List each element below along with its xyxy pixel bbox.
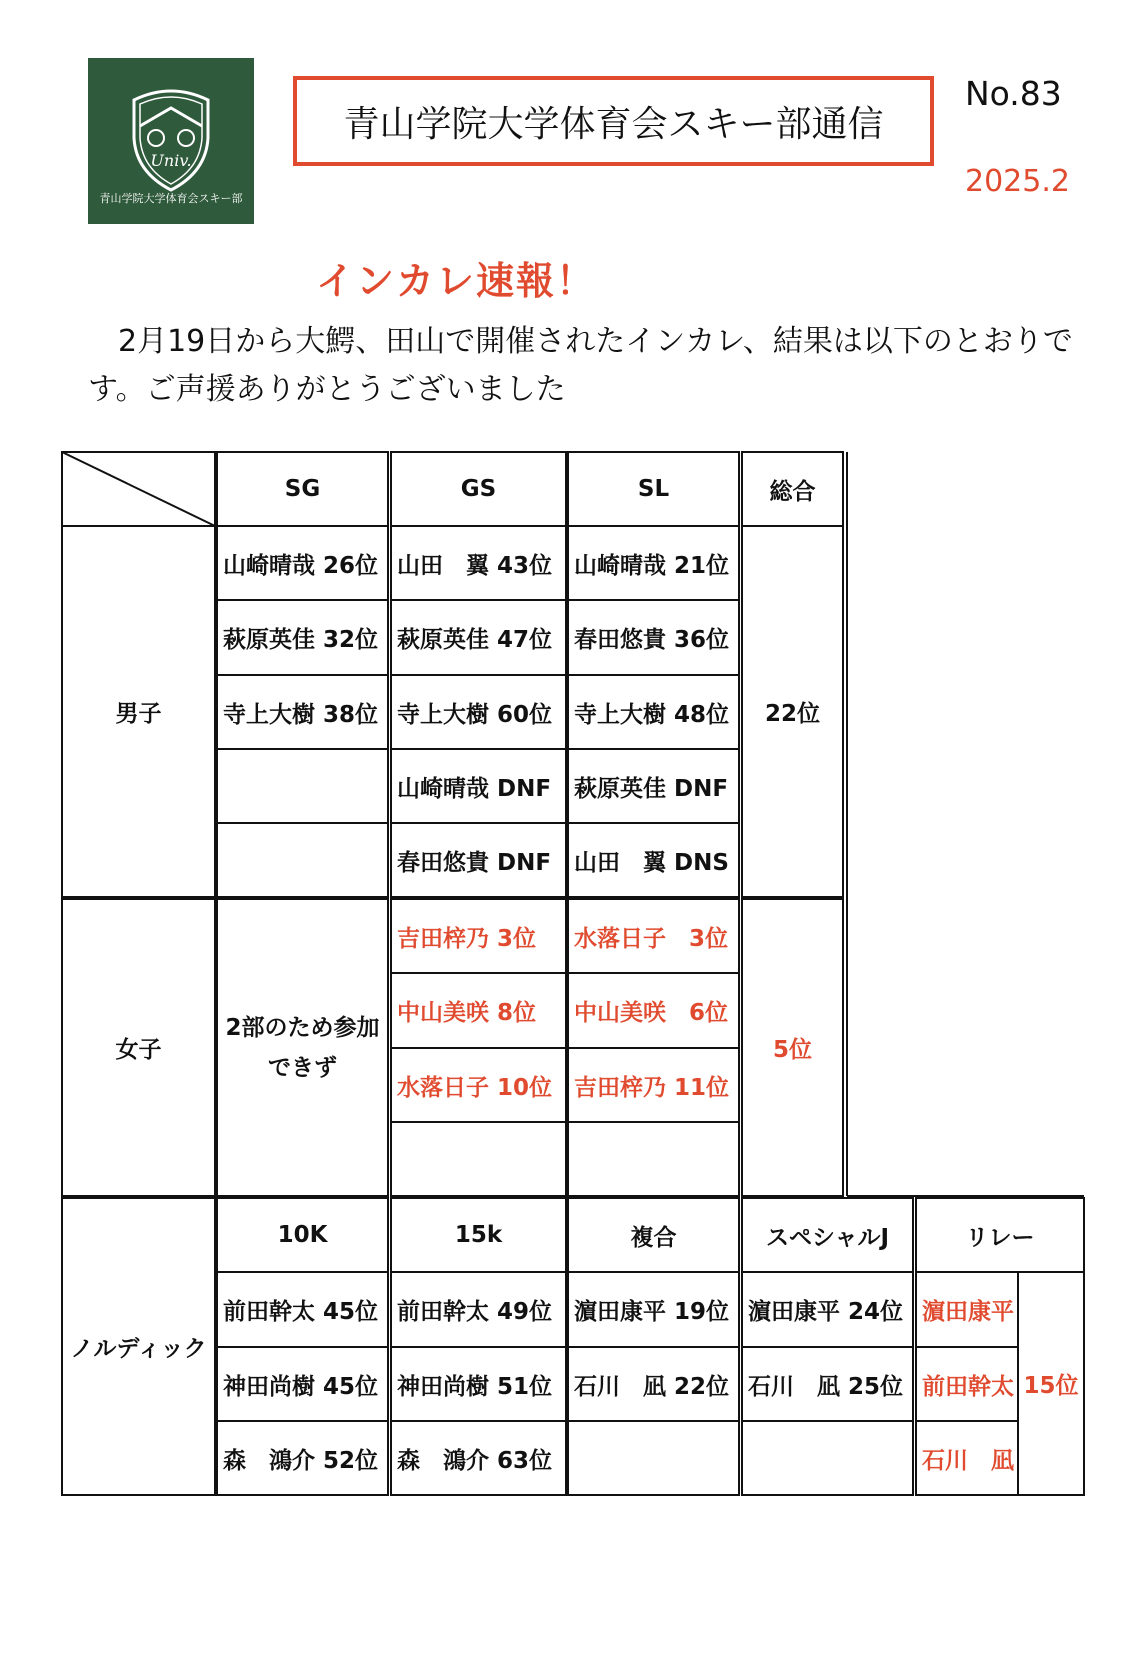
men-sl-result: 寺上大樹 48位 [574, 701, 730, 728]
club-logo [88, 58, 254, 224]
men-gs-result: 山崎晴哉 DNF [397, 775, 552, 802]
nordic-special-jump-result: 濵田康平 24位 [748, 1299, 904, 1325]
column-header-special-jump: スペシャルJ [765, 1224, 890, 1251]
nordic-10k-result: 森 鴻介 52位 [223, 1447, 379, 1474]
men-sl-result: 春田悠貴 36位 [574, 627, 730, 653]
column-header-15k: 15k [454, 1222, 503, 1248]
relay-result: 15位 [1023, 1373, 1079, 1399]
emblem-text: Univ. [150, 151, 192, 170]
column-header-gs: GS [460, 476, 497, 502]
men-sg-result: 萩原英佳 32位 [223, 627, 379, 653]
column-header-relay: リレー [965, 1224, 1035, 1251]
men-sl-result: 山田 翼 DNS [574, 849, 729, 876]
women-gs-result: 水落日子 10位 [397, 1074, 553, 1101]
nordic-combined-result: 濵田康平 19位 [574, 1299, 730, 1325]
relay-member: 石川 凪 [922, 1447, 1014, 1474]
column-header-10k: 10K [277, 1222, 328, 1248]
row-header-men: 男子 [115, 701, 162, 727]
men-gs-result: 寺上大樹 60位 [397, 701, 553, 728]
men-gs-result: 春田悠貴 DNF [397, 849, 552, 876]
issue-date: 2025.2 [965, 164, 1070, 199]
nordic-15k-result: 前田幹太 49位 [397, 1299, 553, 1325]
men-sl-result: 山崎晴哉 21位 [574, 552, 730, 579]
nordic-10k-result: 神田尚樹 45位 [223, 1373, 379, 1400]
row-header-nordic: ノルディック [70, 1336, 207, 1362]
column-header-combined: 複合 [630, 1224, 677, 1251]
shield-emblem-icon [126, 86, 216, 196]
women-gs-result: 吉田梓乃 3位 [397, 925, 537, 952]
men-total-result: 22位 [764, 701, 820, 727]
relay-member: 前田幹太 [922, 1373, 1014, 1400]
intro-paragraph: 2月19日から大鰐、田山で開催されたインカレ、結果は以下のとおりです。ご声援ありがとうございました [88, 324, 1073, 407]
issue-number: No.83 [965, 74, 1062, 113]
women-sl-result: 吉田梓乃 11位 [574, 1074, 730, 1101]
nordic-special-jump-result: 石川 凪 25位 [748, 1373, 904, 1400]
men-gs-result: 山田 翼 43位 [397, 552, 553, 579]
nordic-15k-result: 神田尚樹 51位 [397, 1373, 553, 1400]
logo-caption: 青山学院大学体育会スキー部 [99, 192, 243, 205]
men-sg-result: 寺上大樹 38位 [223, 701, 379, 728]
women-sg-note: 2部のため参加できず [225, 1014, 380, 1081]
men-sg-result: 山崎晴哉 26位 [223, 552, 379, 579]
row-header-women: 女子 [115, 1037, 162, 1063]
nordic-15k-result: 森 鴻介 63位 [397, 1447, 553, 1474]
men-gs-result: 萩原英佳 47位 [397, 627, 553, 653]
column-header-sl: SL [637, 476, 670, 502]
newsletter-title-box [293, 76, 934, 166]
newsletter-title: 青山学院大学体育会スキー部通信 [343, 103, 884, 145]
relay-member: 濵田康平 [922, 1299, 1014, 1325]
column-header-total: 総合 [769, 478, 816, 505]
men-sl-result: 萩原英佳 DNF [574, 775, 729, 802]
women-sl-result: 中山美咲 6位 [574, 1000, 729, 1026]
women-total-result: 5位 [772, 1037, 812, 1063]
women-gs-result: 中山美咲 8位 [397, 1000, 537, 1026]
column-header-sg: SG [284, 476, 321, 502]
nordic-10k-result: 前田幹太 45位 [223, 1299, 379, 1325]
women-sl-result: 水落日子 3位 [574, 925, 729, 952]
nordic-combined-result: 石川 凪 22位 [574, 1373, 730, 1400]
headline: インカレ速報！ [316, 259, 597, 303]
